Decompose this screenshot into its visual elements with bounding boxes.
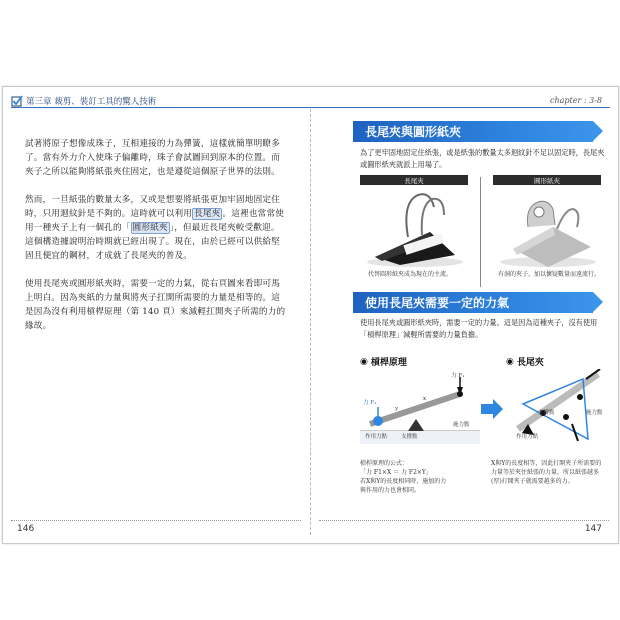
chapter-title: 第三章 裁剪、裝訂工具的驚人技術 xyxy=(26,97,157,107)
section-banner-2: 使用長尾夾需要一定的力氣 xyxy=(353,292,593,313)
section2-text: 使用長尾夾或圓形紙夾時，需要一定的力量。這是因為這種夾子，沒有使用「槓桿原理」減輕所需要的力量負擔。 xyxy=(360,318,598,339)
lever-formula-block: 槓桿原理的公式： 「力 F1×X ＝ 力 F2×Y」 若X與Y的長度相同時，施加的力 與作用的力也會相同。 xyxy=(360,460,447,494)
highlight-binder-clip: 長尾夾 xyxy=(194,209,221,219)
chapter-number: chapter : 3-8 xyxy=(550,96,602,105)
caption-binder: 代替圓形紙夾成為現在的主流。 xyxy=(368,271,453,278)
panel-divider xyxy=(480,177,481,287)
section1-text: 為了更牢固地固定住紙張，或是紙張的數量太多迴紋針不足以固定時，長尾夾或圓形紙夾就派上用場了。 xyxy=(360,148,605,169)
chapter-header xyxy=(11,95,156,107)
left-page-body xyxy=(25,137,287,347)
page-spine xyxy=(310,109,311,535)
panel-label-round: 圓形紙夾 xyxy=(493,175,601,185)
header-rule xyxy=(11,107,610,108)
bullet-icon: ◉ xyxy=(360,356,368,367)
lever-force2-label: 力 F₂ xyxy=(363,400,377,406)
paragraph-2: 然而，一旦紙張的數量太多，又或是想要將紙張更加牢固地固定住時，只用迴紋針是不夠的。這時就可以利用 長尾夾 。這裡也常常使用一種夾子上有一個孔的「 圓形紙夾 」，但最近長尾夾較受歡迎。這個構造據說明治時期就已經出現了。現在，由於已經可以供給堅固且便宜的鋼材，才成就了長尾夾的普及。 xyxy=(25,195,285,261)
bullet-icon: ◉ xyxy=(506,356,514,367)
highlight-round-clip: 圓形紙夾 xyxy=(132,223,168,233)
lever-y-label: y xyxy=(395,406,399,412)
subtitle-binder: ◉ 長尾夾 xyxy=(506,356,544,368)
paragraph-3: 使用長尾夾或圓形紙夾時，需要一定的力氣，從右頁圖來看即可馬上明白。因為夾紙的力量與將夾子扛開所需要的力量是相等的。這是因為沒有利用槓桿原理（第 140 頁）來減輕扛開夾子所需的力的緣故。 xyxy=(25,279,286,331)
clip-note: X與Y的長度相等，因此打開夾子所需要的力量等於夾住紙張的力量。所以紙張越多(厚)打開夾子就需要越多的力。 xyxy=(491,460,602,485)
checkmark-icon xyxy=(11,95,23,107)
book-spread xyxy=(2,86,619,544)
lever-x-label: x xyxy=(423,396,427,402)
lever-load-label: 作用力點 xyxy=(365,434,388,440)
binder-clip-illustration xyxy=(360,187,470,269)
right-page-number: 147 xyxy=(584,524,602,534)
round-clip-illustration xyxy=(493,187,603,269)
lever-effort-label: 施力點 xyxy=(453,422,470,428)
left-footer-rule xyxy=(11,520,301,521)
lever-force1-label: 力 F₁ xyxy=(451,373,465,379)
caption-round: 有洞的夾子，加以懷疑數量而遠流行。 xyxy=(498,271,601,278)
clip-pivot-label: 支撐點 xyxy=(538,410,555,416)
right-footer-rule xyxy=(319,520,609,521)
panel-label-binder: 長尾夾 xyxy=(360,175,468,185)
lever-pivot-label: 支撐點 xyxy=(401,434,418,440)
clip-effort-label: 施力點 xyxy=(586,410,603,416)
clip-load-label: 作用力點 xyxy=(516,434,539,440)
arrow-right-icon xyxy=(481,399,503,419)
subtitle-lever: ◉ 槓桿原理 xyxy=(360,356,407,368)
left-page-number: 146 xyxy=(17,524,35,534)
section-banner-1: 長尾夾與圓形紙夾 xyxy=(353,121,593,142)
paragraph-1: 試著將原子想像成珠子，互相連接的力為彈簧，這樣就簡單明瞭多了。當有外力介入使珠子偏離時，珠子會試圖回到原本的位置。而夾子之所以能夠將紙張夾住固定，也是遵從這個原子世界的法則。 xyxy=(25,139,281,177)
